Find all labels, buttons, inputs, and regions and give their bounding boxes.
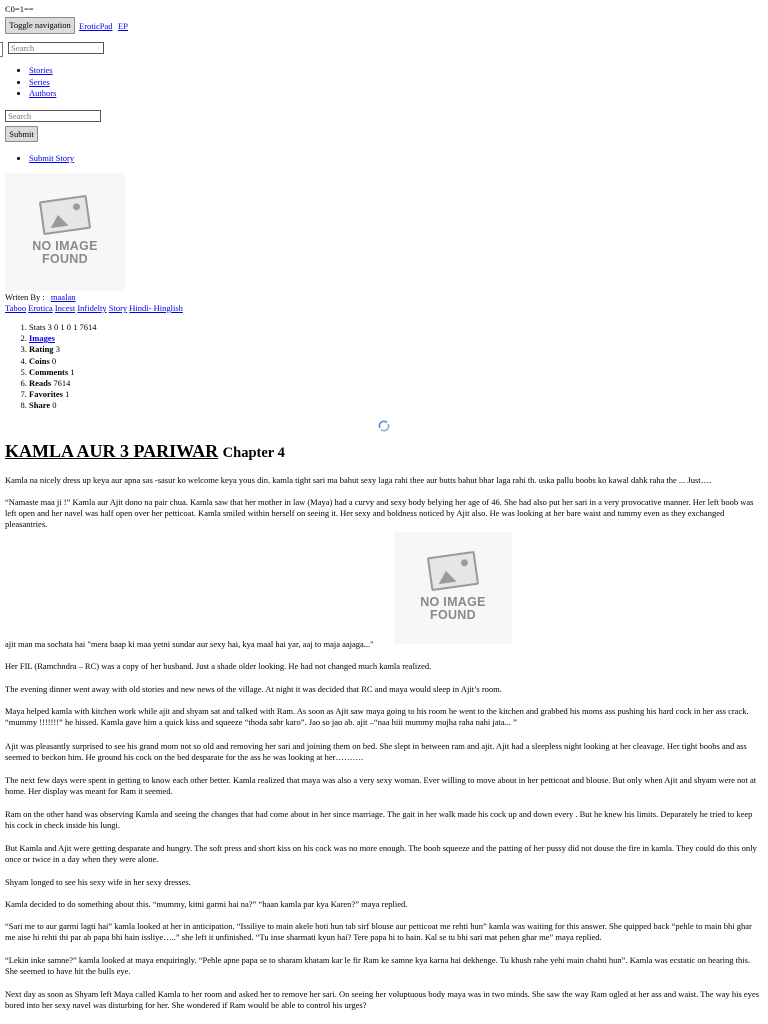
story-paragraph: ajit man ma sochata hai "mera baap ki maa yetni sundar aur sexy hai, kya maal hai yar, aaj to maja aajaga..." — [5, 639, 374, 649]
side-edge — [0, 42, 3, 57]
story-paragraph: Her FIL (Ramchndra – RC) was a copy of her husband. Just a shade older looking. He had not changed much kamla realized. — [5, 661, 432, 671]
submit-story-list — [0, 153, 74, 165]
submit-button[interactable]: Submit — [5, 126, 38, 142]
nav-link-series[interactable]: Series — [29, 76, 50, 87]
story-title — [5, 440, 285, 464]
stats-favorites: 7. Favorites 1 — [29, 389, 97, 400]
inline-image — [394, 532, 512, 644]
images-link[interactable]: Images — [29, 333, 55, 344]
stats-reads: 6. Reads 7614 — [29, 378, 97, 389]
story-paragraph: Kamla na nicely dress up keya aur apna sas -sasur ko welcome keya yous din. kamla tight sari ma bahut sexy laga rahi thee aur butts bahut bhar laga rahi th. uska pallu boobs ko kawal dahk raha the ... Just…. — [5, 475, 712, 485]
story-paragraph: Shyam longed to see his sexy wife in her sexy dresses. — [5, 877, 191, 887]
written-by-label: Writen By : — [5, 292, 45, 302]
nav-links — [0, 65, 56, 100]
tag-list — [5, 303, 183, 314]
search-input[interactable] — [8, 42, 104, 54]
nav-link-stories[interactable]: Stories — [29, 65, 53, 75]
submit-story-link[interactable]: Submit Story — [29, 153, 75, 163]
nav-item-series — [29, 77, 56, 89]
cover-image — [5, 173, 125, 291]
tag-link[interactable]: Story — [108, 303, 128, 313]
story-paragraph: Ajit was pleasantly surprised to see his grand mom not so old and removing her sari and joining them on bed. She slept in between ram and ajit. Ajit had a sleepless night looking at her cleavage. Her tight boobs and ass seemed to beckon him. He ground his cock on the bed desparate for the ass he was looking at her………. — [5, 741, 747, 763]
stats-list — [0, 322, 97, 412]
nav-item-stories — [29, 65, 56, 77]
top-text: C0=1== — [5, 4, 34, 14]
tag-link[interactable]: Incest — [54, 303, 76, 313]
toggle-navigation-button[interactable]: Toggle navigation — [5, 17, 75, 34]
no-image-caption: NO IMAGE FOUND — [32, 239, 98, 266]
tag-link[interactable]: Erotica — [28, 303, 53, 313]
stats-coins: 4. Coins 0 — [29, 356, 97, 367]
image-placeholder-icon — [39, 195, 91, 235]
loading-spinner-icon — [378, 420, 390, 432]
search-input-secondary[interactable] — [5, 110, 101, 122]
nav-link-authors[interactable]: Authors — [29, 88, 57, 98]
story-paragraph: Maya helped kamla with kitchen work while ajit and shyam sat and talked with Ram. As soon as Ajit saw maya going to his room he went to the kitchen and grabbed his moms ass pushing his hard cock in her ass crack. “mummy !!!!!!!” he hissed. Kamla gave him a quick kiss and squeeze “thoda sabr karo”. Jao so jao ab. ajit –“naa hiii mummy mujha raha nahi jata... ” — [5, 706, 749, 728]
image-placeholder-icon — [427, 551, 479, 591]
story-paragraph: Next day as soon as Shyam left Maya called Kamla to her room and asked her to remove her sari. On seeing her voluptuous body maya was in two minds. She saw the way Ram ogled at her ass and waist. The way his eyes bored into her sexy navel was disturbing for her. She wondered if Ram would be able to control his urges? — [5, 989, 760, 1011]
story-paragraph: “Lekin inke samne?” kamla looked at maya enquiringly. “Pehle apne papa se to sharam khatam kar le fir Ram ke samne kya karna hai dekhenge. Tu khush rahe yehi main chahti hun”. Kamla was ecstatic on hearing this. She seemed to have hit the bulls eye. — [5, 955, 751, 977]
story-paragraph: But Kamla and Ajit were getting desparate and hungry. The soft press and short kiss on his cock was no more enough. The boob squeeze and the patting of her pussy did not douse the fire in kamla. They could do this only once or twice in a day when they were alone. — [5, 843, 757, 865]
story-paragraph: The next few days were spent in getting to know each other better. Kamla realized that maya was also a very sexy woman. Ever willing to move about in her petticoat and blouse. But only when Ajit and shyam were not at home. Her display was meant for Ram it seemed. — [5, 775, 757, 797]
story-paragraph: “Namaste maa ji !” Kamla aur Ajit dono na pair chua. Kamla saw that her mother in law (Maya) had a curvy and sexy body belying her age of 46. She had also put her sari in a very provocative manner. Her left boob was left open and her navel was half open over her petticoat. Kamla smiled within herself on seeing it. Her sexy and boldness noticed by Ajit also. He was looking at her bare waist and tummy even as they exchanged pleasantries. — [5, 497, 754, 530]
no-image-caption: NO IMAGE FOUND — [420, 595, 486, 622]
brand-link[interactable]: EroticPad — [79, 21, 113, 31]
story-paragraph: “Sari me to aur garmi lagti hai” kamla looked at her in anticipation. “Issiliye to main akele hoti hun tab sirf blouse aur petticoat me rehti hun” kamla was waiting for this answer. She quipped back “pehle to main bhi ghar me aise hi rehti thi par ab papa bhi hain issliye…..” she left it unfinished. “Tu inse sharmati kyun hai? Tere papa hi to hain. Kal se tu bhi sari mat pehen ghar me” maya replied. — [5, 921, 752, 943]
tag-link[interactable]: Infidelty — [77, 303, 107, 313]
story-title-text: KAMLA AUR 3 PARIWAR — [5, 441, 219, 461]
tag-link[interactable]: Taboo — [5, 303, 27, 313]
chapter-label: Chapter 4 — [222, 445, 285, 461]
stats-rating: 3. Rating 3 — [29, 344, 97, 355]
story-paragraph: Kamla decided to do something about this. “mummy, kitni garmi hai na?” “haan kamla par kya Karen?” maya replied. — [5, 899, 408, 909]
written-by — [5, 292, 75, 303]
nav-item-submit-story — [29, 153, 74, 165]
nav-item-authors — [29, 88, 56, 100]
author-link[interactable]: maalan — [50, 292, 76, 302]
stats-share: 8. Share 0 — [29, 400, 97, 411]
story-paragraph: Ram on the other hand was observing Kamla and seeing the changes that had come about in her since marriage. The gait in her walk made his cock up and down every . But he knew his limits. Deparately he tried to keep his cock in check inside his lungi. — [5, 809, 753, 831]
tag-link[interactable]: Hindi- Hinglish — [129, 303, 183, 313]
stats-images — [29, 333, 97, 344]
stats-summary: 1. Stats 3 0 1 0 1 7614 — [29, 322, 97, 333]
story-paragraph: The evening dinner went away with old stories and new news of the village. At night it was decided that RC and maya would sleep in Ajit’s room. — [5, 684, 502, 694]
stats-comments: 5. Comments 1 — [29, 367, 97, 378]
brand-short-link[interactable]: EP — [118, 21, 128, 31]
